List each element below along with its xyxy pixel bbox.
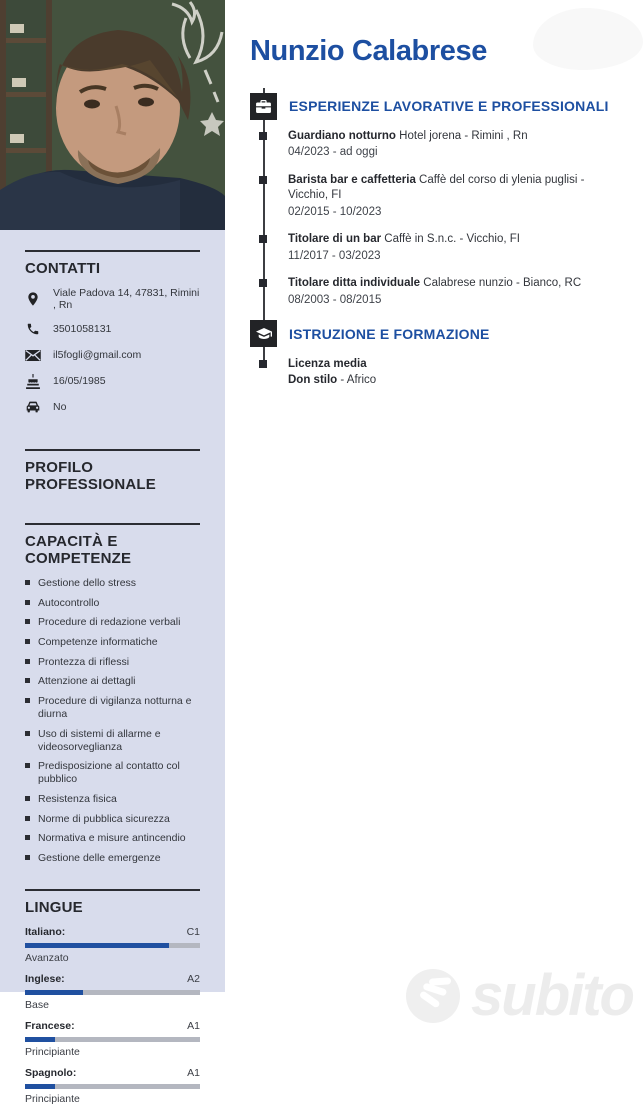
divider: [25, 250, 200, 252]
experience-entry: [288, 129, 625, 161]
language-row-francese: [25, 1020, 200, 1058]
language-row-italiano: [25, 926, 200, 964]
experience-entry: [288, 232, 625, 264]
main-content: [250, 28, 625, 400]
timeline-dot: [259, 132, 267, 140]
contact-section-title: CONTATTI: [25, 260, 101, 277]
skills-section-title: CAPACITÀ E COMPETENZE: [25, 533, 132, 567]
language-bar-fill: [25, 1037, 55, 1042]
entry-role: Titolare di un bar: [288, 233, 382, 246]
square-bullet-icon: [25, 600, 30, 605]
entry-location: - Africo: [340, 373, 377, 386]
square-bullet-icon: [25, 619, 30, 624]
entry-period: 02/2015 - 10/2023: [288, 205, 382, 218]
square-bullet-icon: [25, 639, 30, 644]
skill-item: Gestione delle emergenze: [25, 852, 200, 865]
skill-item: Norme di pubblica sicurezza: [25, 813, 200, 826]
skills-list: [25, 577, 200, 865]
entry-detail: Hotel jorena - Rimini , Rn: [399, 129, 528, 142]
phone-icon: [25, 322, 41, 336]
graduation-cap-icon: [250, 320, 277, 347]
experience-entry: [288, 276, 625, 308]
sidebar: [0, 230, 225, 1105]
timeline-dot: [259, 176, 267, 184]
contact-email-row: [25, 347, 200, 363]
entry-role: Guardiano notturno: [288, 129, 396, 142]
timeline-dot: [259, 235, 267, 243]
education-section: [250, 320, 625, 388]
education-entry: [288, 357, 625, 388]
contact-email: il5fogli@gmail.com: [53, 349, 142, 361]
contact-birthdate-row: [25, 373, 200, 389]
divider: [25, 889, 200, 891]
skill-item: Prontezza di riflessi: [25, 656, 200, 669]
language-bar-track: [25, 990, 200, 995]
language-level: A2: [187, 973, 200, 985]
contact-phone-row: [25, 321, 200, 337]
language-label: Francese:: [25, 1020, 75, 1032]
language-descriptor: Avanzato: [25, 952, 69, 964]
languages-section-title: LINGUE: [25, 899, 83, 916]
entry-period: 04/2023 - ad oggi: [288, 146, 378, 159]
skill-item: Procedure di vigilanza notturna e diurna: [25, 695, 200, 721]
experience-section: [250, 93, 625, 309]
location-pin-icon: [25, 291, 41, 307]
skill-item: Uso di sistemi di allarme e videosorveglianza: [25, 728, 200, 754]
square-bullet-icon: [25, 855, 30, 860]
birthday-cake-icon: [25, 374, 41, 389]
language-level: C1: [186, 926, 200, 938]
skill-item: Resistenza fisica: [25, 793, 200, 806]
entry-role: Titolare ditta individuale: [288, 277, 421, 290]
contact-birthdate: 16/05/1985: [53, 375, 106, 387]
skill-item: Competenze informatiche: [25, 636, 200, 649]
profile-section-title: PROFILO PROFESSIONALE: [25, 459, 156, 493]
contact-phone: 3501058131: [53, 323, 112, 335]
language-label: Italiano:: [25, 926, 66, 938]
square-bullet-icon: [25, 816, 30, 821]
timeline-dot: [259, 279, 267, 287]
experience-entry: [288, 173, 625, 221]
language-level: A1: [187, 1067, 200, 1079]
square-bullet-icon: [25, 731, 30, 736]
language-descriptor: Principiante: [25, 1093, 80, 1105]
language-descriptor: Principiante: [25, 1046, 80, 1058]
entry-period: 11/2017 - 03/2023: [288, 249, 381, 262]
square-bullet-icon: [25, 659, 30, 664]
language-bar-fill: [25, 1084, 55, 1089]
language-row-inglese: [25, 973, 200, 1011]
square-bullet-icon: [25, 678, 30, 683]
entry-detail: Caffè del corso di ylenia puglisi - Vicchio, FI: [288, 173, 585, 202]
contact-car-row: [25, 399, 200, 415]
education-section-title: ISTRUZIONE E FORMAZIONE: [289, 325, 490, 342]
entry-detail: Caffè in S.n.c. - Vicchio, FI: [384, 233, 520, 246]
square-bullet-icon: [25, 835, 30, 840]
language-label: Spagnolo:: [25, 1067, 77, 1079]
language-descriptor: Base: [25, 999, 49, 1011]
language-bar-track: [25, 1037, 200, 1042]
entry-school: Don stilo: [288, 373, 338, 386]
page-title: Nunzio Calabrese: [250, 35, 487, 67]
entry-role: Barista bar e caffetteria: [288, 173, 416, 186]
language-label: Inglese:: [25, 973, 65, 985]
square-bullet-icon: [25, 763, 30, 768]
language-bar-fill: [25, 943, 169, 948]
divider: [25, 449, 200, 451]
language-bar-fill: [25, 990, 83, 995]
divider: [25, 523, 200, 525]
square-bullet-icon: [25, 580, 30, 585]
subito-logo-icon: [405, 968, 461, 1024]
skill-item: Predisposizione al contatto col pubblico: [25, 760, 200, 786]
profile-photo: [0, 0, 225, 230]
entry-period: 08/2003 - 08/2015: [288, 293, 382, 306]
skill-item: Autocontrollo: [25, 597, 200, 610]
language-row-spagnolo: [25, 1067, 200, 1105]
language-level: A1: [187, 1020, 200, 1032]
skill-item: Gestione dello stress: [25, 577, 200, 590]
language-bar-track: [25, 1084, 200, 1089]
skill-item: Procedure di redazione verbali: [25, 616, 200, 629]
language-bar-track: [25, 943, 200, 948]
email-icon: [25, 350, 41, 361]
skill-item: Normativa e misure antincendio: [25, 832, 200, 845]
subito-watermark-text: subito: [471, 963, 633, 1028]
contact-address: Viale Padova 14, 47831, Rimini , Rn: [53, 287, 200, 311]
square-bullet-icon: [25, 796, 30, 801]
briefcase-icon: [250, 93, 277, 120]
entry-detail: Calabrese nunzio - Bianco, RC: [423, 277, 582, 290]
skill-item: Attenzione ai dettagli: [25, 675, 200, 688]
car-icon: [25, 401, 41, 413]
square-bullet-icon: [25, 698, 30, 703]
subito-watermark: [405, 962, 633, 1029]
contact-address-row: [25, 287, 200, 311]
experience-section-title: ESPERIENZE LAVORATIVE E PROFESSIONALI: [289, 98, 609, 115]
timeline-dot: [259, 360, 267, 368]
entry-degree: Licenza media: [288, 358, 367, 371]
contact-car: No: [53, 401, 67, 413]
